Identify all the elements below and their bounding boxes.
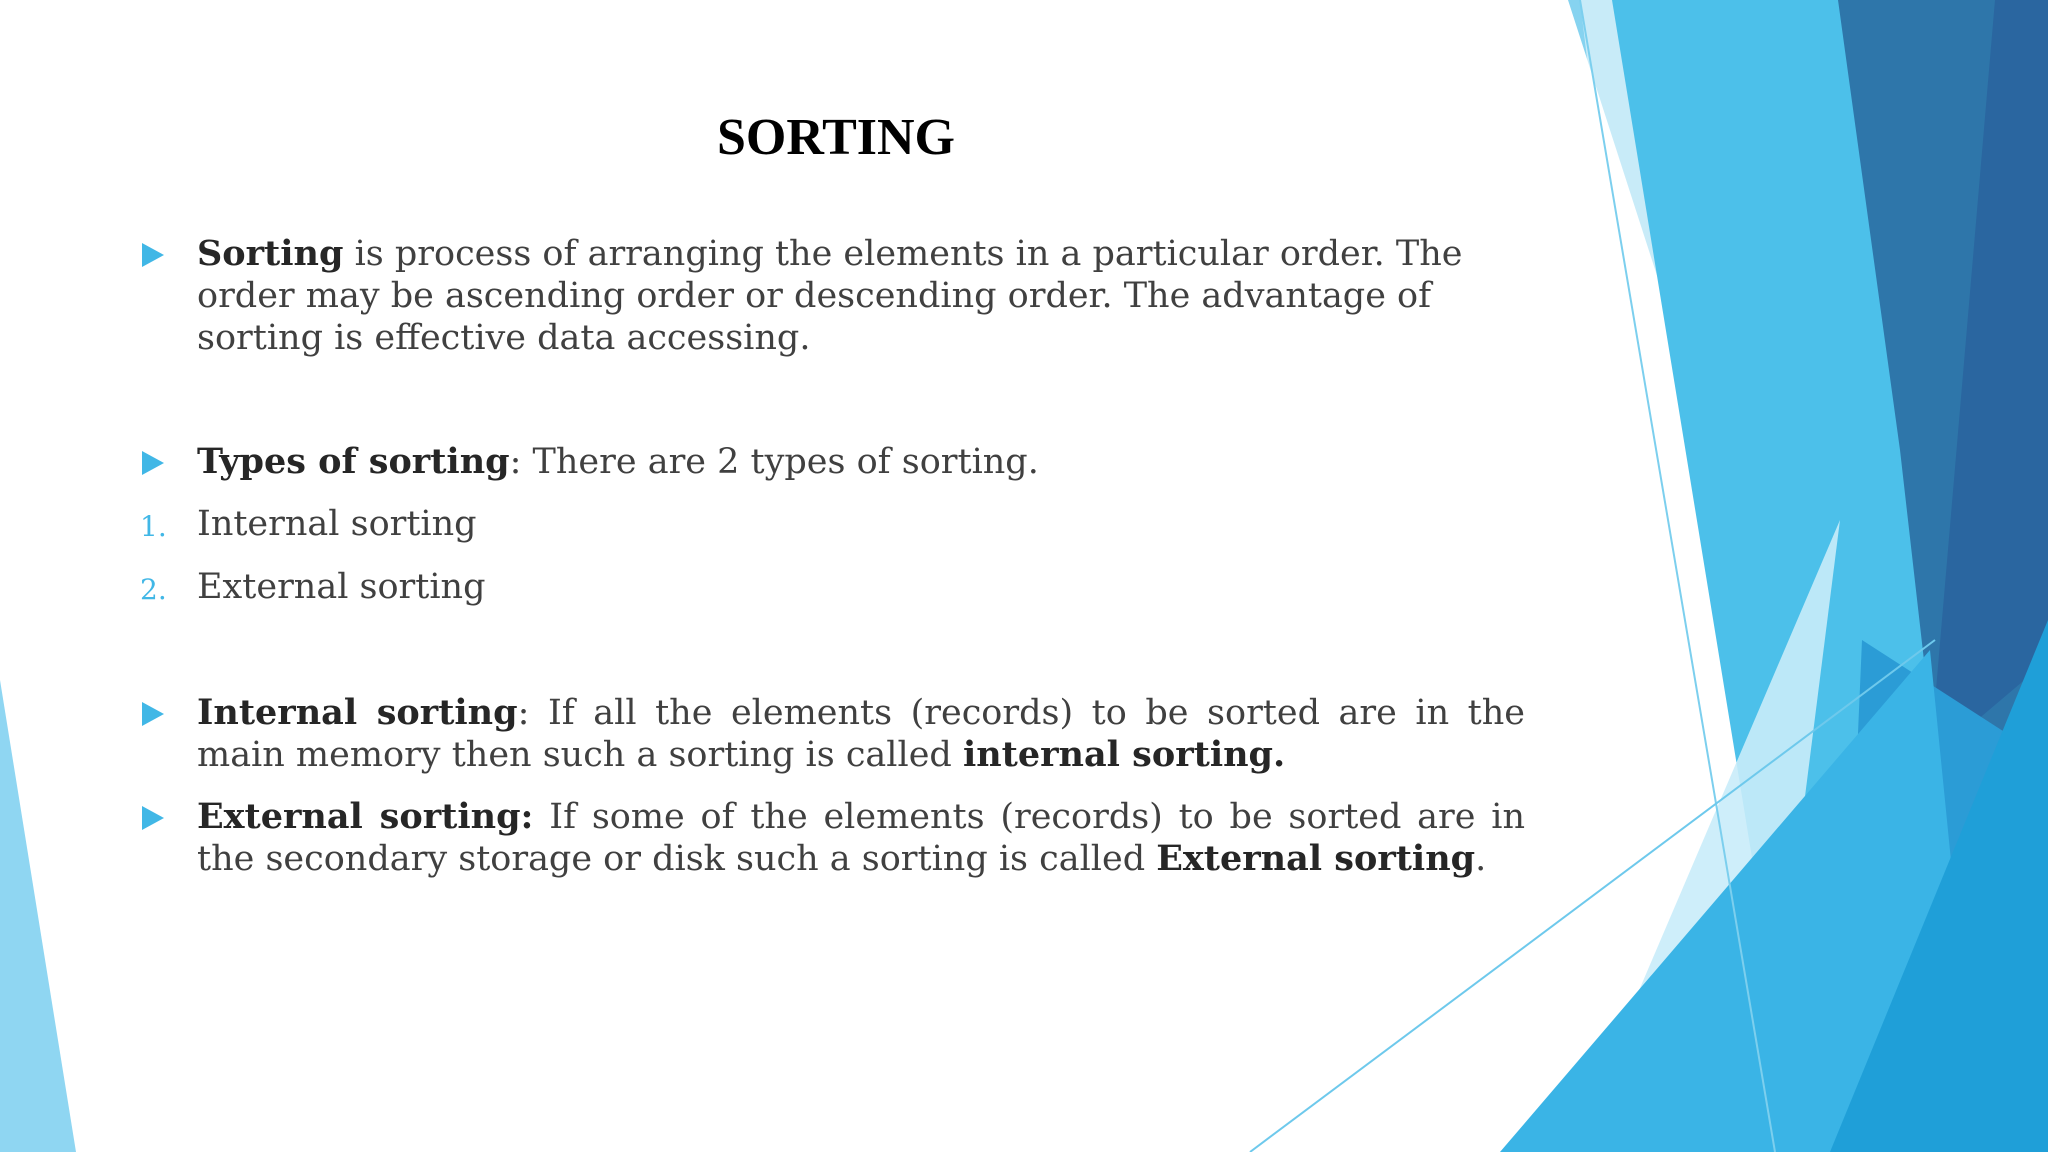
external-sorting-tail: . — [1475, 839, 1487, 879]
term-sorting: Sorting — [197, 233, 344, 274]
types-of-sorting-text: : There are 2 types of sorting. — [509, 442, 1039, 482]
slide-title: SORTING — [716, 109, 955, 166]
term-external-sorting: External sorting: — [197, 796, 534, 837]
bullet-arrow-icon — [142, 451, 164, 475]
list-item-external-sorting: External sorting — [197, 567, 486, 607]
paragraph-external-sorting — [197, 796, 1525, 880]
internal-sorting-text: : If all the elements (records) to be sorted are in the main memory then such a sorting is called — [197, 693, 1525, 775]
sorting-definition-text: is process of arranging the elements in a particular order. The order may be ascending order or descending order. The advantage of sorting is effective data accessing. — [197, 234, 1463, 358]
term-internal-sorting: Internal sorting — [197, 692, 518, 733]
paragraph-types-of-sorting — [197, 441, 1525, 483]
paragraph-internal-sorting — [197, 692, 1525, 776]
list-number-1: 1. — [140, 510, 167, 543]
bullet-arrow-icon — [142, 702, 164, 726]
internal-sorting-emphasis: internal sorting. — [962, 734, 1286, 775]
bullet-arrow-icon — [142, 806, 164, 830]
list-number-2: 2. — [140, 573, 167, 606]
bullet-arrow-icon — [142, 243, 164, 267]
paragraph-sorting-definition — [197, 233, 1525, 359]
external-sorting-text: If some of the elements (records) to be sorted are in the secondary storage or disk such a sorting is called — [197, 797, 1525, 879]
term-types-of-sorting: Types of sorting — [197, 441, 510, 482]
left-edge-shape — [0, 680, 76, 1152]
external-sorting-emphasis: External sorting — [1156, 838, 1476, 879]
list-item-internal-sorting: Internal sorting — [197, 504, 477, 544]
